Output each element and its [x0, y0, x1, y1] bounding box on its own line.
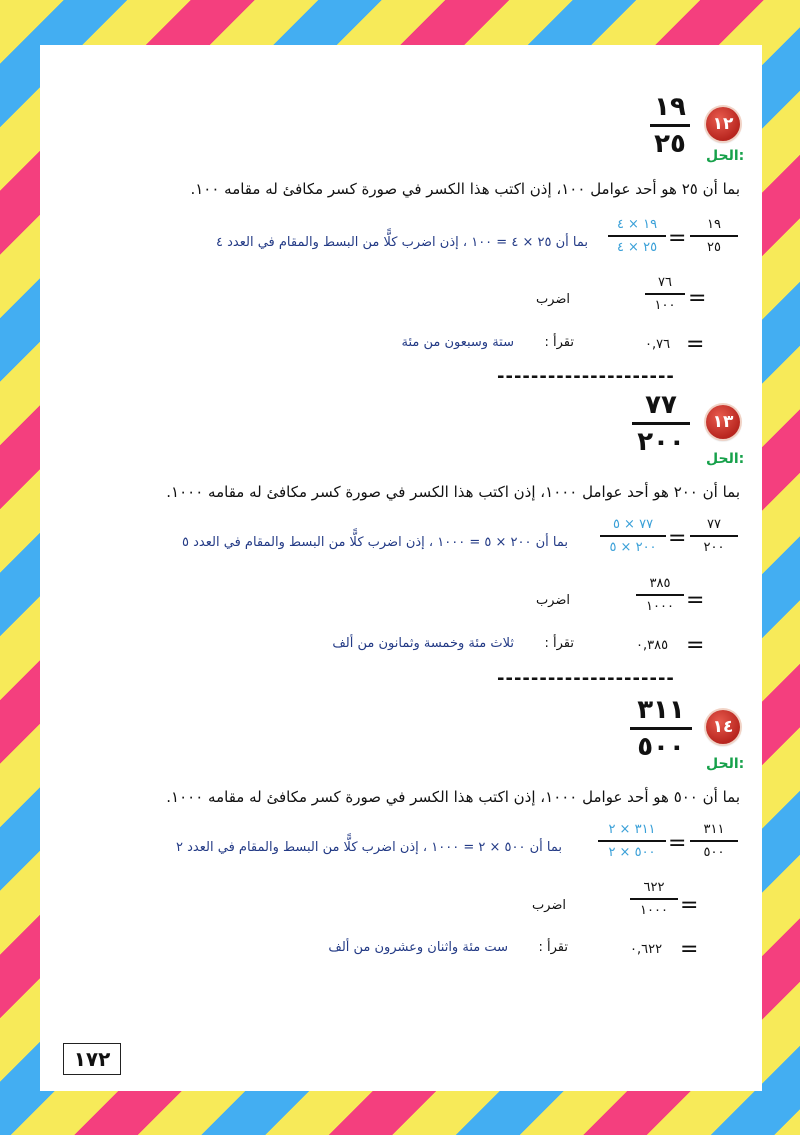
fraction-bar: [650, 124, 690, 127]
equals-sign: =: [686, 633, 705, 658]
fraction-denominator: ٢٥: [654, 129, 686, 159]
reads-label: تقرأ :: [538, 940, 568, 955]
problem-fraction: [650, 92, 690, 159]
reads-label: تقرأ :: [544, 636, 574, 651]
original-fraction: ٣١١ ٥٠٠: [690, 822, 738, 860]
fraction-bar: [632, 422, 690, 425]
equals-sign: =: [668, 831, 687, 856]
reads-label: تقرأ :: [544, 335, 574, 350]
reading-text: ست مئة واثنان وعشرون من ألف: [328, 940, 508, 955]
fraction-numerator: ٧٧: [645, 390, 677, 420]
multiply-label: اضرب: [535, 292, 570, 307]
fraction-numerator: ١٩: [654, 92, 686, 122]
problem-statement: بما أن ٢٠٠ هو أحد عوامل ١٠٠٠، إذن اكتب هذا الكسر في صورة كسر مكافئ له مقامه ١٠٠٠.: [166, 483, 740, 501]
fraction-denominator: ٥٠٠: [637, 732, 685, 762]
problem-statement: بما أن ٥٠٠ هو أحد عوامل ١٠٠٠، إذن اكتب هذا الكسر في صورة كسر مكافئ له مقامه ١٠٠٠.: [166, 788, 740, 806]
equals-sign: =: [686, 332, 705, 357]
equals-sign: =: [668, 226, 687, 251]
equals-sign: =: [680, 937, 699, 962]
problem-number-badge: ١٢: [706, 107, 740, 141]
solution-label: الحل:: [706, 451, 745, 467]
problem-fraction: [632, 390, 690, 457]
reading-text: ستة وسبعون من مئة: [401, 335, 514, 350]
reading-text: ثلاث مئة وخمسة وثمانون من ألف: [332, 636, 514, 651]
equals-sign: =: [686, 588, 705, 613]
separator: ---------------------: [497, 668, 675, 689]
fraction-numerator: ٣١١: [637, 695, 685, 725]
fraction-bar: [630, 727, 692, 730]
equals-sign: =: [688, 286, 707, 311]
problem-number-badge: ١٣: [706, 405, 740, 439]
multiply-label: اضرب: [535, 593, 570, 608]
original-fraction: ٧٧ ٢٠٠: [690, 517, 738, 555]
page-number: ١٧٢: [63, 1043, 121, 1075]
equals-sign: =: [668, 526, 687, 551]
page: [40, 45, 762, 1091]
multiplied-fraction: ٧٧ × ٥ ٢٠٠ × ٥: [600, 517, 666, 555]
fraction-denominator: ٢٠٠: [637, 427, 685, 457]
result-fraction: ٦٢٢ ١٠٠٠: [630, 880, 678, 918]
result-fraction: ٧٦ ١٠٠: [645, 275, 685, 313]
original-fraction: ١٩ ٢٥: [690, 217, 738, 255]
problem-fraction: [630, 695, 692, 762]
solution-label: الحل:: [706, 148, 745, 164]
problem-statement: بما أن ٢٥ هو أحد عوامل ١٠٠، إذن اكتب هذا الكسر في صورة كسر مكافئ له مقامه ١٠٠.: [190, 180, 740, 198]
step-note: بما أن ٢٥ × ٤ = ١٠٠ ، إذن اضرب كلًّا من البسط والمقام في العدد ٤: [216, 235, 588, 250]
separator: ---------------------: [497, 366, 675, 387]
multiply-label: اضرب: [531, 898, 566, 913]
solution-label: الحل:: [706, 756, 745, 772]
step-note: بما أن ٥٠٠ × ٢ = ١٠٠٠ ، إذن اضرب كلًّا من البسط والمقام في العدد ٢: [176, 840, 562, 855]
decimal-value: ٠,٣٨٥: [636, 638, 669, 653]
decimal-value: ٠,٧٦: [645, 337, 671, 352]
result-fraction: ٣٨٥ ١٠٠٠: [636, 576, 684, 614]
problem-number-badge: ١٤: [706, 710, 740, 744]
equals-sign: =: [680, 893, 699, 918]
decimal-value: ٠,٦٢٢: [630, 942, 663, 957]
multiplied-fraction: ١٩ × ٤ ٢٥ × ٤: [608, 217, 666, 255]
multiplied-fraction: ٣١١ × ٢ ٥٠٠ × ٢: [598, 822, 666, 860]
step-note: بما أن ٢٠٠ × ٥ = ١٠٠٠ ، إذن اضرب كلًّا من البسط والمقام في العدد ٥: [182, 535, 568, 550]
